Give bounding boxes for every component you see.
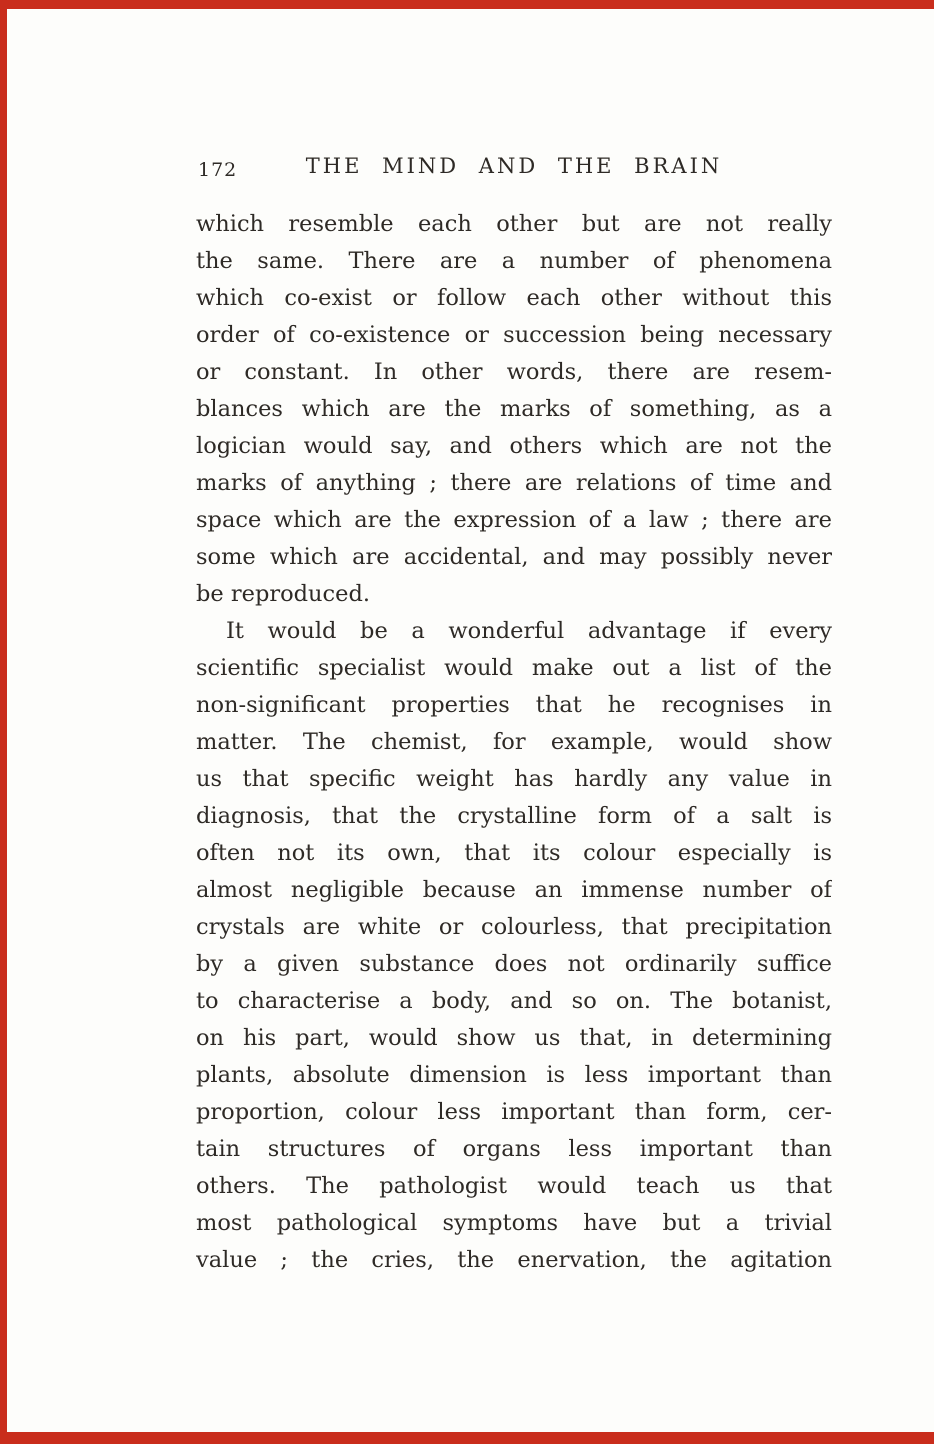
text-line: or constant. In other words, there are resem-: [196, 359, 832, 385]
scan-edge-bottom: [0, 1432, 934, 1444]
page-number: 172: [198, 159, 238, 181]
text-line: to characterise a body, and so on. The botanist,: [196, 988, 832, 1014]
text-line: matter. The chemist, for example, would show: [196, 729, 832, 755]
page-body: [196, 206, 832, 1279]
text-line: the same. There are a number of phenomena: [196, 248, 832, 274]
text-line: non-significant properties that he recognises in: [196, 692, 832, 718]
text-line: by a given substance does not ordinarily suffice: [196, 951, 832, 977]
text-line: blances which are the marks of something, as a: [196, 396, 832, 422]
page-header: [196, 152, 832, 186]
text-line: others. The pathologist would teach us that: [196, 1173, 832, 1199]
text-line: some which are accidental, and may possibly never: [196, 544, 832, 570]
scan-edge-top: [0, 0, 934, 9]
text-line: crystals are white or colourless, that precipitation: [196, 914, 832, 940]
text-line: logician would say, and others which are not the: [196, 433, 832, 459]
text-line: order of co-existence or succession being necessary: [196, 322, 832, 348]
text-line: us that specific weight has hardly any value in: [196, 766, 832, 792]
text-line: plants, absolute dimension is less important than: [196, 1062, 832, 1088]
text-line: It would be a wonderful advantage if every: [226, 618, 832, 644]
text-line: on his part, would show us that, in determining: [196, 1025, 832, 1051]
running-title: THE MIND AND THE BRAIN: [305, 154, 723, 178]
text-line: diagnosis, that the crystalline form of a salt is: [196, 803, 832, 829]
scan-edge-left: [0, 0, 7, 1444]
text-line: most pathological symptoms have but a trivial: [196, 1210, 832, 1236]
paragraph: [196, 206, 832, 613]
paragraph: [196, 613, 832, 1279]
text-line: which co-exist or follow each other without this: [196, 285, 832, 311]
text-line: marks of anything ; there are relations of time and: [196, 470, 832, 496]
text-line: scientific specialist would make out a list of the: [196, 655, 832, 681]
text-line: tain structures of organs less important than: [196, 1136, 832, 1162]
text-line: often not its own, that its colour especially is: [196, 840, 832, 866]
text-line: almost negligible because an immense number of: [196, 877, 832, 903]
text-line: proportion, colour less important than form, cer-: [196, 1099, 832, 1125]
text-block: [196, 152, 832, 1279]
text-line: space which are the expression of a law ; there are: [196, 507, 832, 533]
text-line: be reproduced.: [196, 581, 371, 607]
text-line: which resemble each other but are not really: [196, 211, 832, 237]
text-line: value ; the cries, the enervation, the agitation: [196, 1247, 832, 1273]
